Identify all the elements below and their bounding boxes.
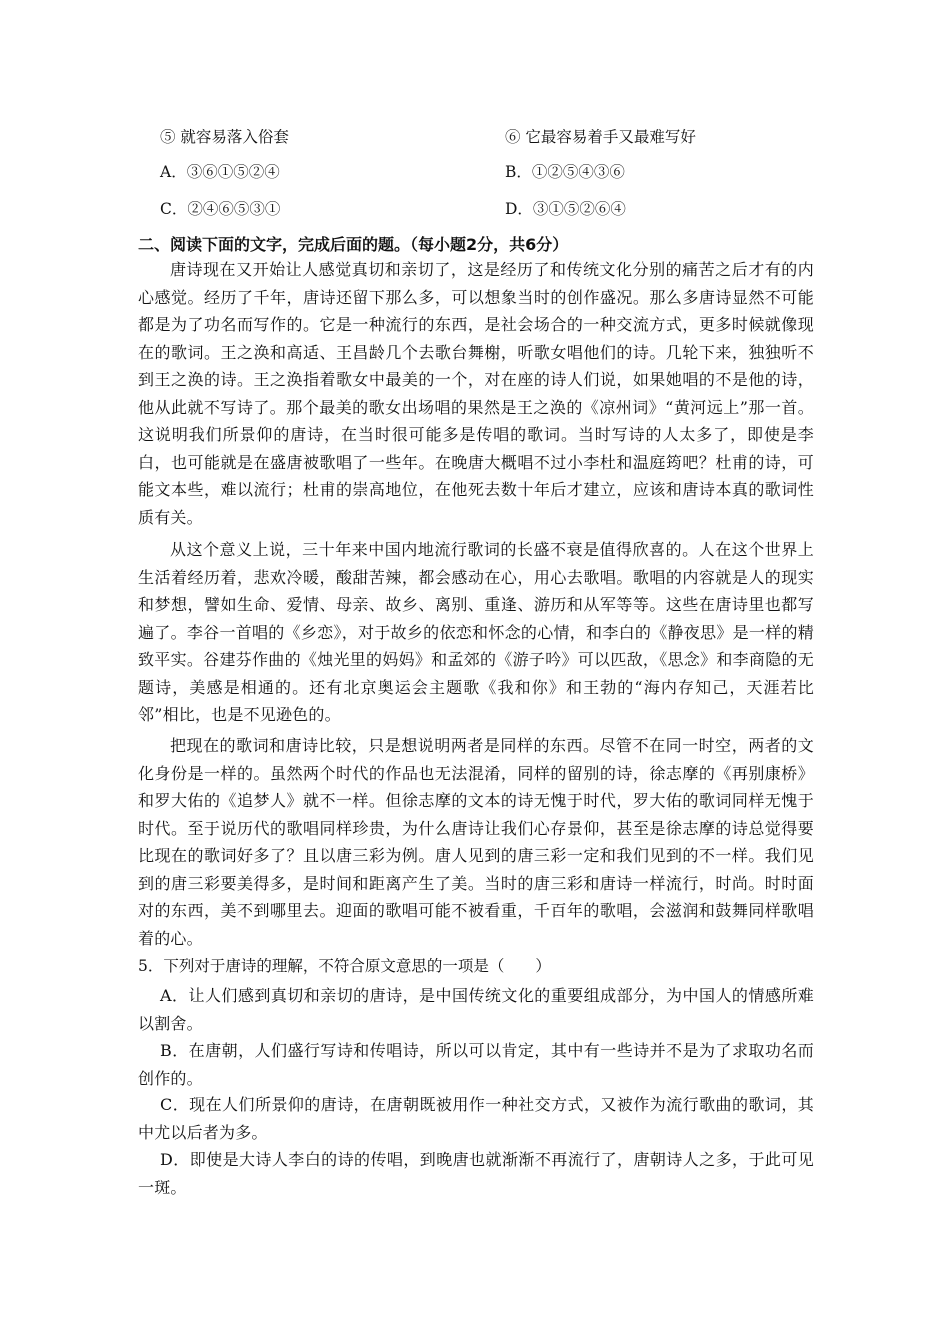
- passage-paragraph-1: 唐诗现在又开始让人感觉真切和亲切了，这是经历了和传统文化分别的痛苦之后才有的内心感觉。经历了千年，唐诗还留下那么多，可以想象当时的创作盛况。那么多唐诗显然不可能都是为了功名而写作的。它是一种流行的东西，是社会场合的一种交流方式，更多时候就像现在的歌词。王之涣和高适、王昌龄几个去歌台舞榭，听歌女唱他们的诗。几轮下来，独独听不到王之涣的诗。王之涣指着歌女中最美的一个，对在座的诗人们说，如果她唱的不是他的诗，他从此就不写诗了。那个最美的歌女出场唱的果然是王之涣的《凉州词》“黄河远上”那一首。这说明我们所景仰的唐诗，在当时很可能多是传唱的歌词。当时写诗的人太多了，即使是李白，也可能就是在盛唐被歌唱了一些年。在晚唐大概唱不过小李杜和温庭筠吧？杜甫的诗，可能文本些，难以流行；杜甫的崇高地位，在他死去数十年后才建立，应该和唐诗本真的歌词性质有关。: [138, 260, 814, 527]
- answer-choice-a: A．③⑥①⑤②④: [160, 163, 280, 181]
- section-heading: 二、阅读下面的文字，完成后面的题。（每小题2分，共6分）: [138, 235, 569, 254]
- question-stem: 5．下列对于唐诗的理解，不符合原文意思的一项是（ ）: [138, 957, 551, 975]
- question-choice-b: B．在唐朝，人们盛行写诗和传唱诗，所以可以肯定，其中有一些诗并不是为了求取功名而创作的。: [138, 1041, 814, 1088]
- option-item-5: ⑤ 就容易落入俗套: [160, 128, 289, 146]
- passage-paragraph-2: 从这个意义上说，三十年来中国内地流行歌词的长盛不衰是值得欣喜的。人在这个世界上生活着经历着，悲欢冷暖，酸甜苦辣，都会感动在心，用心去歌唱。歌唱的内容就是人的现实和梦想，譬如生命、爱情、母亲、故乡、离别、重逢、游历和从军等等。这些在唐诗里也都写遍了。李谷一首唱的《乡恋》，对于故乡的依恋和怀念的心情，和李白的《静夜思》是一样的精致平实。谷建芬作曲的《烛光里的妈妈》和孟郊的《游子吟》可以匹敌，《思念》和李商隐的无题诗，美感是相通的。还有北京奥运会主题歌《我和你》和王勃的“海内存知己，天涯若比邻”相比，也是不见逊色的。: [138, 540, 814, 724]
- option-item-6: ⑥ 它最容易着手又最难写好: [505, 128, 696, 146]
- answer-choice-c: C．②④⑥⑤③①: [160, 200, 281, 218]
- question-choice-a: A．让人们感到真切和亲切的唐诗，是中国传统文化的重要组成部分，为中国人的情感所难以割舍。: [138, 986, 814, 1033]
- question-choice-d: D．即使是大诗人李白的诗的传唱，到晚唐也就渐渐不再流行了，唐朝诗人之多，于此可见一斑。: [138, 1150, 814, 1197]
- answer-choice-d: D．③①⑤②⑥④: [505, 200, 626, 218]
- question-choice-c: C．现在人们所景仰的唐诗，在唐朝既被用作一种社交方式，又被作为流行歌曲的歌词，其中尤以后者为多。: [138, 1095, 814, 1142]
- passage-paragraph-3: 把现在的歌词和唐诗比较，只是想说明两者是同样的东西。尽管不在同一时空，两者的文化身份是一样的。虽然两个时代的作品也无法混淆，同样的留别的诗，徐志摩的《再别康桥》和罗大佑的《追梦人》就不一样。但徐志摩的文本的诗无愧于时代，罗大佑的歌词同样无愧于时代。至于说历代的歌唱同样珍贵，为什么唐诗让我们心存景仰，甚至是徐志摩的诗总觉得要比现在的歌词好多了？且以唐三彩为例。唐人见到的唐三彩一定和我们见到的不一样。我们见到的唐三彩要美得多，是时间和距离产生了美。当时的唐三彩和唐诗一样流行，时尚。时时面对的东西，美不到哪里去。迎面的歌唱可能不被看重，千百年的歌唱，会滋润和鼓舞同样歌唱着的心。: [138, 736, 814, 948]
- answer-choice-b: B．①②⑤④③⑥: [505, 163, 625, 181]
